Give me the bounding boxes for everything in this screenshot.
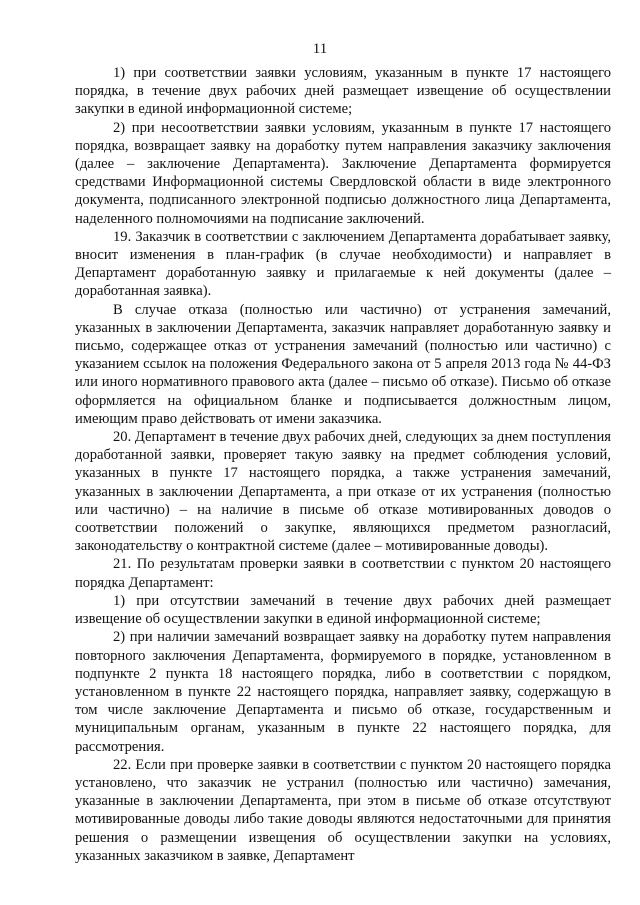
paragraph-18-2: 2) при несоответствии заявки условиям, указанным в пункте 17 настоящего порядка, возвращает заявку на доработку путем направления заказчику заключения (далее – заключение Департамента). Заключение Департамента формируется средствами Информационной системы Свердловской области в виде электронного документа, подписанного электронной подписью должностного лица Департамента, наделенного полномочиями на подписание заключений. [75, 119, 611, 227]
paragraph-20: 20. Департамент в течение двух рабочих дней, следующих за днем поступления доработанной заявки, проверяет такую заявку на предмет соблюдения условий, указанных в пункте 17 настоящего порядка, а также устранения замечаний, указанных в заключении Департамента, а при отказе от их устранения (полностью или частично) – на наличие в письме об отказе мотивированных доводов о соответствии положений о закупке, являющихся предметом разногласий, законодательству о контрактной системе (далее – мотивированные доводы). [75, 429, 611, 555]
page-number: 11 [312, 41, 328, 57]
paragraph-22: 22. Если при проверке заявки в соответствии с пунктом 20 настоящего порядка установлено, что заказчик не устранил (полностью или частично) замечания, указанные в заключении Департамента, при этом в письме об отказе отсутствуют мотивированные доводы либо такие доводы являются недостаточными для принятия решения о размещении извещения об осуществлении закупки на условиях, указанных заказчиком в заявке, Департамент [75, 756, 611, 864]
paragraph-19: 19. Заказчик в соответствии с заключением Департамента дорабатывает заявку, вносит изменения в план-график (в случае необходимости) и направляет в Департамент доработанную заявку и прилагаемые к ней документы (далее – доработанная заявка). [75, 228, 611, 300]
document-body [75, 64, 611, 865]
paragraph-19-refusal: В случае отказа (полностью или частично) от устранения замечаний, указанных в заключении Департамента, заказчик направляет доработанную заявку и письмо, содержащее отказ от устранения замечаний (полностью или частично) с указанием ссылок на положения Федерального закона от 5 апреля 2013 года № 44-ФЗ или иного нормативного правового акта (далее – письмо об отказе). Письмо об отказе оформляется на официальном бланке и подписывается должностным лицом, имеющим право действовать от имени заказчика. [75, 301, 611, 427]
paragraph-21-1: 1) при отсутствии замечаний в течение двух рабочих дней размещает извещение об осуществлении закупки в единой информационной системе; [75, 592, 611, 628]
paragraph-21-2: 2) при наличии замечаний возвращает заявку на доработку путем направления повторного заключения Департамента, формируемого в порядке, установленном в подпункте 2 пункта 18 настоящего порядка, либо в соответствии с порядком, установленном в пункте 22 настоящего порядка, направляет заявку, содержащую в том числе заключение Департамента и письмо об отказе, государственным и муниципальным органам, указанным в пункте 22 настоящего порядка, для рассмотрения. [75, 629, 611, 755]
paragraph-21: 21. По результатам проверки заявки в соответствии с пунктом 20 настоящего порядка Департамент: [75, 556, 611, 591]
paragraph-18-1: 1) при соответствии заявки условиям, указанным в пункте 17 настоящего порядка, в течение двух рабочих дней размещает извещение об осуществлении закупки в единой информационной системе; [75, 65, 611, 118]
